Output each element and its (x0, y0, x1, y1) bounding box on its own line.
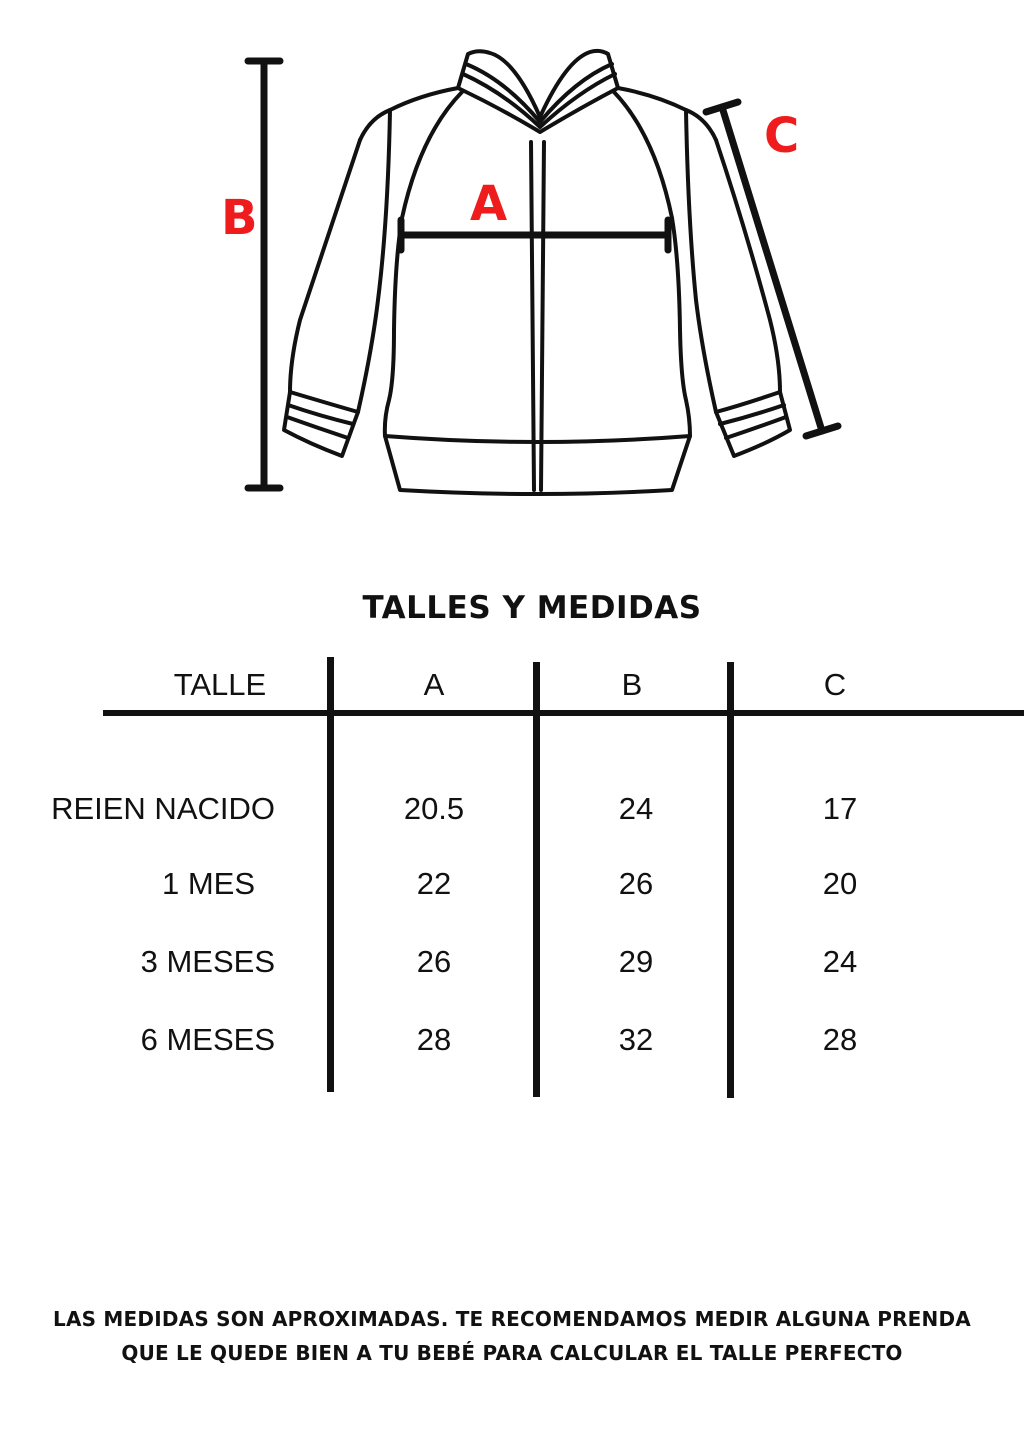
measure-label-b: B (221, 190, 258, 246)
row-b: 29 (618, 944, 654, 979)
row-talle: 3 MESES (140, 944, 275, 979)
row-a: 22 (416, 866, 452, 901)
row-b: 32 (618, 1022, 654, 1057)
row-talle: 6 MESES (140, 1022, 275, 1057)
row-c: 20 (822, 866, 858, 901)
left-raglan-seam (402, 92, 462, 218)
row-a: 20.5 (403, 791, 465, 826)
left-sleeve-outer (290, 140, 360, 392)
row-talle: REIEN NACIDO (51, 791, 275, 826)
size-table-title: TALLES Y MEDIDAS (362, 590, 702, 626)
right-body-side (672, 218, 690, 436)
row-a: 26 (416, 944, 452, 979)
disclaimer-line-1: LAS MEDIDAS SON APROXIMADAS. TE RECOMENDAMOS MEDIR ALGUNA PRENDA (53, 1307, 971, 1331)
disclaimer-note (20, 1302, 1004, 1370)
jacket-measurement-diagram (0, 0, 1024, 520)
zipper-placket-left (531, 142, 534, 490)
row-c: 28 (822, 1022, 858, 1057)
jacket-outline (284, 51, 790, 494)
header-talle: TALLE (173, 667, 267, 702)
row-talle: 1 MES (161, 866, 255, 901)
hem-band (385, 436, 690, 494)
row-a: 28 (416, 1022, 452, 1057)
row-c: 24 (822, 944, 858, 979)
row-c: 17 (822, 791, 858, 826)
right-raglan-seam (614, 92, 672, 218)
right-sleeve-inner (686, 110, 716, 412)
measure-label-c: C (764, 108, 800, 164)
guide-c-end-bottom (806, 426, 838, 436)
disclaimer-line-2: QUE LE QUEDE BIEN A TU BEBÉ PARA CALCULAR EL TALLE PERFECTO (121, 1341, 903, 1365)
zipper-placket-right (541, 142, 544, 490)
header-c: C (823, 667, 847, 702)
header-a: A (423, 667, 445, 702)
header-b: B (621, 667, 643, 702)
row-b: 24 (618, 791, 654, 826)
table-divider-2 (533, 662, 540, 1097)
table-divider-3 (727, 662, 734, 1098)
left-sleeve-inner (358, 110, 390, 412)
table-header-rule (103, 710, 1024, 716)
measure-label-a: A (470, 176, 508, 232)
table-divider-1 (327, 657, 334, 1092)
row-b: 26 (618, 866, 654, 901)
guide-c-end-top (706, 102, 738, 112)
